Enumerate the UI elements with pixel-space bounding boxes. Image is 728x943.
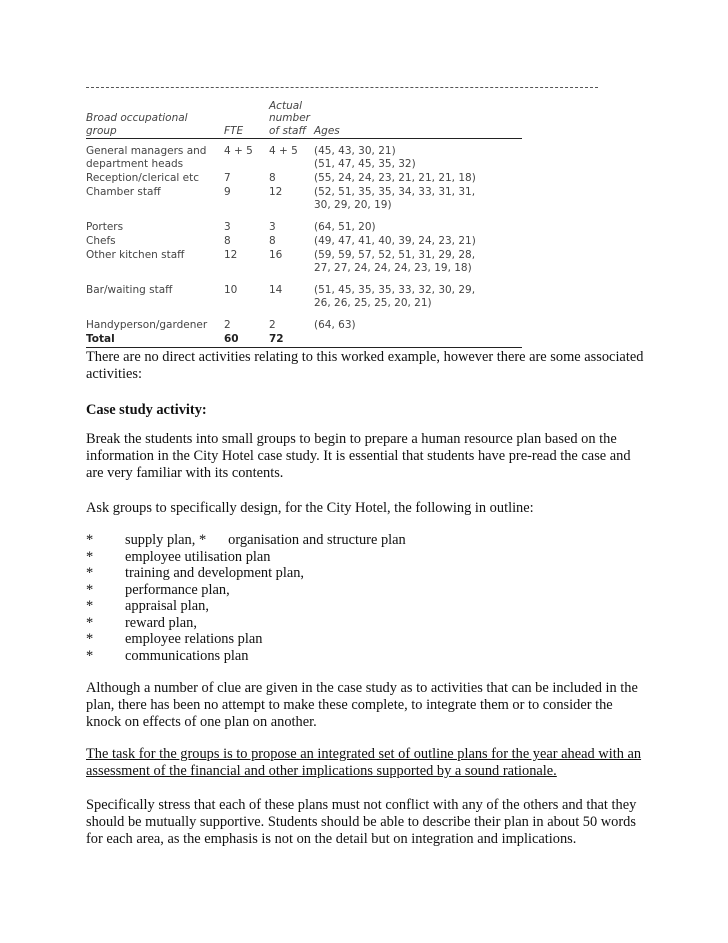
section-heading: Case study activity: [86, 402, 207, 418]
bullet: * [86, 647, 94, 664]
bullet: * [86, 614, 94, 631]
row-group: Chefs [86, 235, 116, 247]
row-fte: 2 [224, 319, 231, 331]
row-group: Reception/clerical etc [86, 172, 200, 184]
list-item-text: communications plan [125, 647, 249, 664]
row-staff: 8 [269, 235, 276, 247]
row-staff: 14 [269, 284, 283, 296]
staff-table [86, 100, 522, 348]
row-group: Bar/waiting staff [86, 284, 173, 296]
ask-paragraph: Ask groups to specifically design, for the City Hotel, the following in outline: [86, 500, 534, 516]
list-item-text: training and development plan, [125, 565, 305, 581]
row-group: Chamber staff [86, 186, 161, 198]
row-staff: 4 + 5 [269, 145, 298, 157]
header-ages: Ages [314, 124, 340, 137]
row-staff: 8 [269, 172, 276, 184]
total-fte: 60 [224, 333, 239, 345]
although-paragraph: Although a number of clue are given in the case study as to activities that can be included in the plan, there has been no attempt to make these complete, to integrate them or to consider the knock on effects of one plan on another. [86, 680, 638, 730]
header-fte: FTE [224, 124, 244, 137]
bullet: * [86, 565, 94, 581]
row-ages: (59, 59, 57, 52, 51, 31, 29, 28, 27, 27, 24, 24, 24, 23, 19, 18) [314, 249, 476, 274]
row-ages: (64, 63) [314, 319, 356, 331]
table-row [86, 284, 522, 319]
table-row [86, 221, 522, 235]
bullet: * [86, 548, 94, 565]
bullet: * [86, 581, 94, 598]
bullet: * [86, 598, 94, 614]
table-row [86, 235, 522, 249]
table-total-row [86, 333, 522, 347]
row-fte: 8 [224, 235, 231, 247]
row-ages: (49, 47, 41, 40, 39, 24, 23, 21) [314, 235, 476, 247]
row-staff: 16 [269, 249, 283, 261]
row-group: General managers and department heads [86, 145, 207, 170]
row-ages: (45, 43, 30, 21) (51, 47, 45, 35, 32) [314, 145, 416, 170]
row-fte: 12 [224, 249, 238, 261]
intro-paragraph: There are no direct activities relating to this worked example, however there are some associated activities: [86, 349, 644, 382]
table-header [86, 100, 522, 138]
list-item-text: supply plan, * [125, 532, 207, 548]
list-item-text: employee utilisation plan [125, 548, 271, 565]
row-staff: 2 [269, 319, 276, 331]
table-row [86, 145, 522, 172]
row-staff: 3 [269, 221, 276, 233]
list-item-text: employee relations plan [125, 631, 263, 647]
footer-rule [86, 347, 522, 348]
table-row [86, 186, 522, 221]
row-group: Porters [86, 221, 124, 233]
stress-paragraph: Specifically stress that each of these plans must not conflict with any of the others and that they should be mutually supportive. Students should be able to describe their plan in about 50 words for each area, as the emphasis is not on the detail but on integration and implications. [86, 797, 637, 847]
row-ages: (52, 51, 35, 35, 34, 33, 31, 31, 30, 29, 20, 19) [314, 186, 476, 211]
row-fte: 9 [224, 186, 231, 198]
task-paragraph: The task for the groups is to propose an integrated set of outline plans for the year ahead with an assessment of the financial and other implications supported by a sound rationale. [86, 746, 642, 779]
total-label: Total [86, 333, 115, 345]
row-fte: 7 [224, 172, 231, 184]
header-staff: Actual number of staff [269, 99, 310, 137]
header-group: Broad occupational group [86, 112, 188, 137]
row-ages: (55, 24, 24, 23, 21, 21, 21, 18) [314, 172, 476, 184]
list-item-text: performance plan, [125, 581, 230, 598]
list-item-text: appraisal plan, [125, 598, 209, 614]
table-row [86, 172, 522, 186]
total-staff: 72 [269, 333, 284, 345]
row-ages: (51, 45, 35, 35, 33, 32, 30, 29, 26, 26, 25, 25, 20, 21) [314, 284, 476, 309]
list-item-text: reward plan, [125, 614, 197, 631]
dashed-separator [86, 87, 598, 88]
break-paragraph: Break the students into small groups to begin to prepare a human resource plan based on the information in the City Hotel case study. It is essential that students have pre-read the case and are very familiar with its contents. [86, 431, 631, 481]
row-fte: 3 [224, 221, 231, 233]
row-staff: 12 [269, 186, 283, 198]
table-row [86, 249, 522, 284]
bullet: * [86, 631, 94, 647]
row-fte: 4 + 5 [224, 145, 253, 157]
table-row [86, 319, 522, 333]
row-group: Other kitchen staff [86, 249, 185, 261]
row-fte: 10 [224, 284, 238, 296]
row-ages: (64, 51, 20) [314, 221, 376, 233]
row-group: Handyperson/gardener [86, 319, 208, 331]
bullet: * [86, 532, 94, 548]
list-item-text: organisation and structure plan [228, 532, 406, 548]
